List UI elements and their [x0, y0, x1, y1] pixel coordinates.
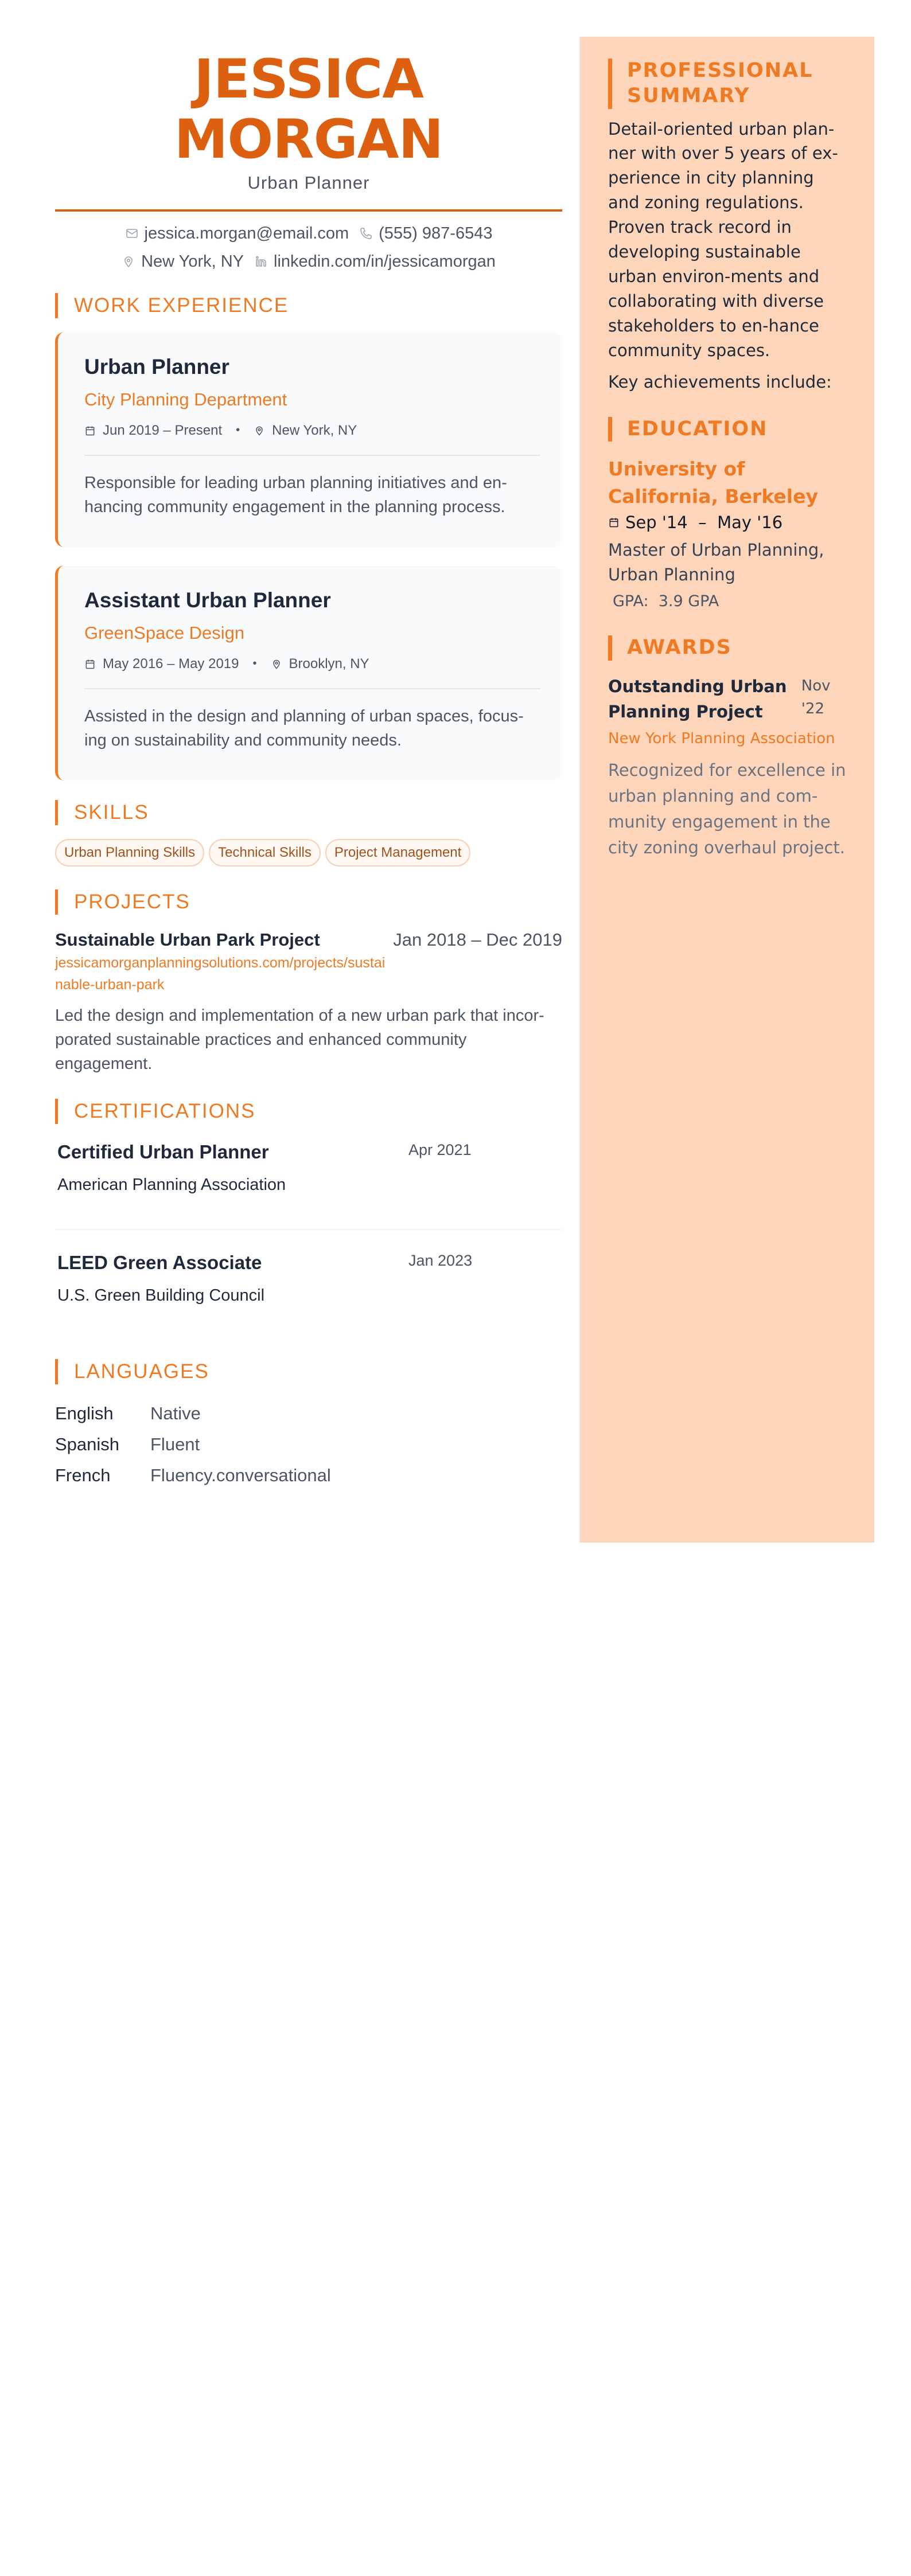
language-row — [55, 1398, 562, 1429]
award-date: Nov '22 — [801, 677, 831, 718]
meta-separator: • — [236, 424, 240, 437]
job-location: New York, NY — [272, 422, 357, 438]
mail-icon — [125, 227, 139, 240]
job-title: Urban Planner — [84, 354, 229, 378]
skills-heading — [55, 800, 562, 825]
certification-name: LEED Green Associate — [57, 1252, 262, 1274]
projects-heading — [55, 889, 562, 915]
job-description: Responsible for leading urban planning initiatives and en-hancing community engagement in the planning process. — [84, 473, 507, 517]
award-description: Recognized for excellence in urban planning and com-munity engagement in the city zoning overhaul project. — [608, 760, 846, 857]
certification-name: Certified Urban Planner — [57, 1141, 269, 1163]
calendar-icon — [84, 658, 96, 670]
job-divider — [84, 455, 540, 456]
education-dates: Sep '14 – May '16 — [625, 513, 783, 532]
calendar-icon — [608, 517, 620, 528]
contact-row-2 — [55, 252, 562, 271]
heading-accent-bar — [608, 417, 612, 442]
heading-accent-bar — [55, 800, 58, 825]
language-row — [55, 1429, 562, 1460]
project-description: Led the design and implementation of a new urban park that incor-porated sustainable practices and enhanced community engagement. — [55, 1006, 544, 1074]
job-company: City Planning Department — [84, 389, 287, 409]
certification-divider — [55, 1229, 562, 1230]
map-pin-icon — [122, 255, 135, 268]
skill-chip: Technical Skills — [209, 839, 321, 867]
section-title: PROJECTS — [74, 891, 190, 914]
section-title: SKILLS — [74, 801, 149, 824]
section-title: LANGUAGES — [74, 1360, 209, 1383]
heading-accent-bar — [55, 293, 58, 318]
language-row — [55, 1460, 562, 1491]
job-description: Assisted in the design and planning of urban spaces, focus-ing on sustainability and community needs. — [84, 707, 524, 750]
calendar-icon — [84, 425, 96, 436]
certification-date: Jan 2023 — [408, 1252, 473, 1270]
work-experience-heading — [55, 293, 562, 318]
section-title: WORK EXPERIENCE — [74, 294, 289, 317]
heading-accent-bar — [55, 1099, 58, 1124]
job-company: GreenSpace Design — [84, 622, 245, 643]
project-link[interactable]: jessicamorganplanningsolutions.com/projects/sustainable-urban-park — [55, 955, 386, 993]
section-title: AWARDS — [627, 636, 732, 659]
education-degree: Master of Urban Planning, Urban Planning — [608, 540, 824, 584]
education-school: University of California, Berkeley — [608, 458, 818, 508]
award-header — [608, 674, 847, 724]
heading-accent-bar — [55, 1359, 58, 1384]
job-card — [55, 565, 562, 780]
certification-org: U.S. Green Building Council — [57, 1286, 265, 1305]
certification-item — [55, 1141, 562, 1195]
meta-separator: • — [252, 657, 257, 670]
project-item — [55, 930, 562, 1076]
job-card — [55, 332, 562, 547]
education-gpa: GPA: 3.9 GPA — [613, 592, 719, 611]
education-heading — [608, 417, 847, 442]
job-location: Brooklyn, NY — [289, 655, 369, 672]
map-pin-icon — [254, 425, 265, 436]
languages-heading — [55, 1359, 562, 1384]
certification-org: American Planning Association — [57, 1176, 286, 1195]
language-name: English — [55, 1403, 114, 1424]
education-dates-row — [608, 513, 847, 532]
heading-accent-bar — [608, 58, 612, 109]
email-text: jessica.morgan@email.com — [144, 224, 349, 243]
awards-heading — [608, 635, 847, 661]
language-level: Native — [150, 1403, 201, 1424]
language-level: Fluent — [150, 1434, 200, 1455]
linkedin-text: linkedin.com/in/jessicamorgan — [274, 252, 496, 271]
candidate-title: Urban Planner — [247, 172, 370, 193]
skill-chip: Urban Planning Skills — [55, 839, 204, 867]
job-divider — [84, 688, 540, 689]
contact-row-1 — [55, 224, 562, 243]
section-title: EDUCATION — [627, 417, 768, 440]
header-divider — [55, 209, 562, 212]
job-meta — [84, 423, 540, 439]
job-dates: Jun 2019 – Present — [103, 422, 223, 438]
certification-item — [55, 1252, 562, 1305]
award-org: New York Planning Association — [608, 730, 835, 747]
contact-email[interactable] — [125, 224, 349, 243]
job-title: Assistant Urban Planner — [84, 588, 331, 612]
skills-list — [55, 839, 562, 867]
candidate-name: JESSICA MORGAN — [174, 48, 443, 171]
languages-list — [55, 1398, 562, 1491]
summary-heading — [608, 58, 847, 109]
certification-header — [57, 1252, 560, 1274]
skill-chip: Project Management — [325, 839, 470, 867]
summary-achievements-label: Key achievements include: — [608, 372, 832, 392]
location-text: New York, NY — [141, 252, 244, 271]
job-meta — [84, 656, 540, 672]
heading-accent-bar — [55, 889, 58, 915]
certification-date: Apr 2021 — [408, 1141, 472, 1159]
award-name: Outstanding Urban Planning Project — [608, 677, 787, 721]
heading-accent-bar — [608, 635, 612, 661]
sidebar — [579, 37, 874, 1543]
language-name: French — [55, 1465, 111, 1486]
summary-text: Detail-oriented urban plan-ner with over 5 years of ex-perience in city planning and zoning regulations. Proven track record in developing sustainable urban environ-ments and collaborating with diverse stakeholders to en-hance community spaces. — [608, 119, 838, 360]
language-level: Fluency.conversational — [150, 1465, 331, 1486]
contact-phone[interactable] — [359, 224, 492, 243]
section-title: CERTIFICATIONS — [74, 1100, 256, 1123]
language-name: Spanish — [55, 1434, 120, 1455]
project-dates: Jan 2018 – Dec 2019 — [393, 930, 562, 950]
contact-linkedin[interactable] — [254, 252, 496, 271]
section-title: PROFESSIONAL SUMMARY — [627, 59, 813, 107]
job-dates: May 2016 – May 2019 — [103, 655, 239, 672]
main-column — [55, 37, 562, 1491]
phone-icon — [359, 227, 373, 240]
project-header — [55, 930, 562, 950]
certifications-heading — [55, 1099, 562, 1124]
linkedin-icon — [254, 255, 268, 268]
contact-location — [122, 252, 244, 271]
map-pin-icon — [271, 658, 282, 670]
phone-text: (555) 987-6543 — [379, 224, 493, 243]
certification-header — [57, 1141, 560, 1163]
project-name: Sustainable Urban Park Project — [55, 930, 320, 950]
